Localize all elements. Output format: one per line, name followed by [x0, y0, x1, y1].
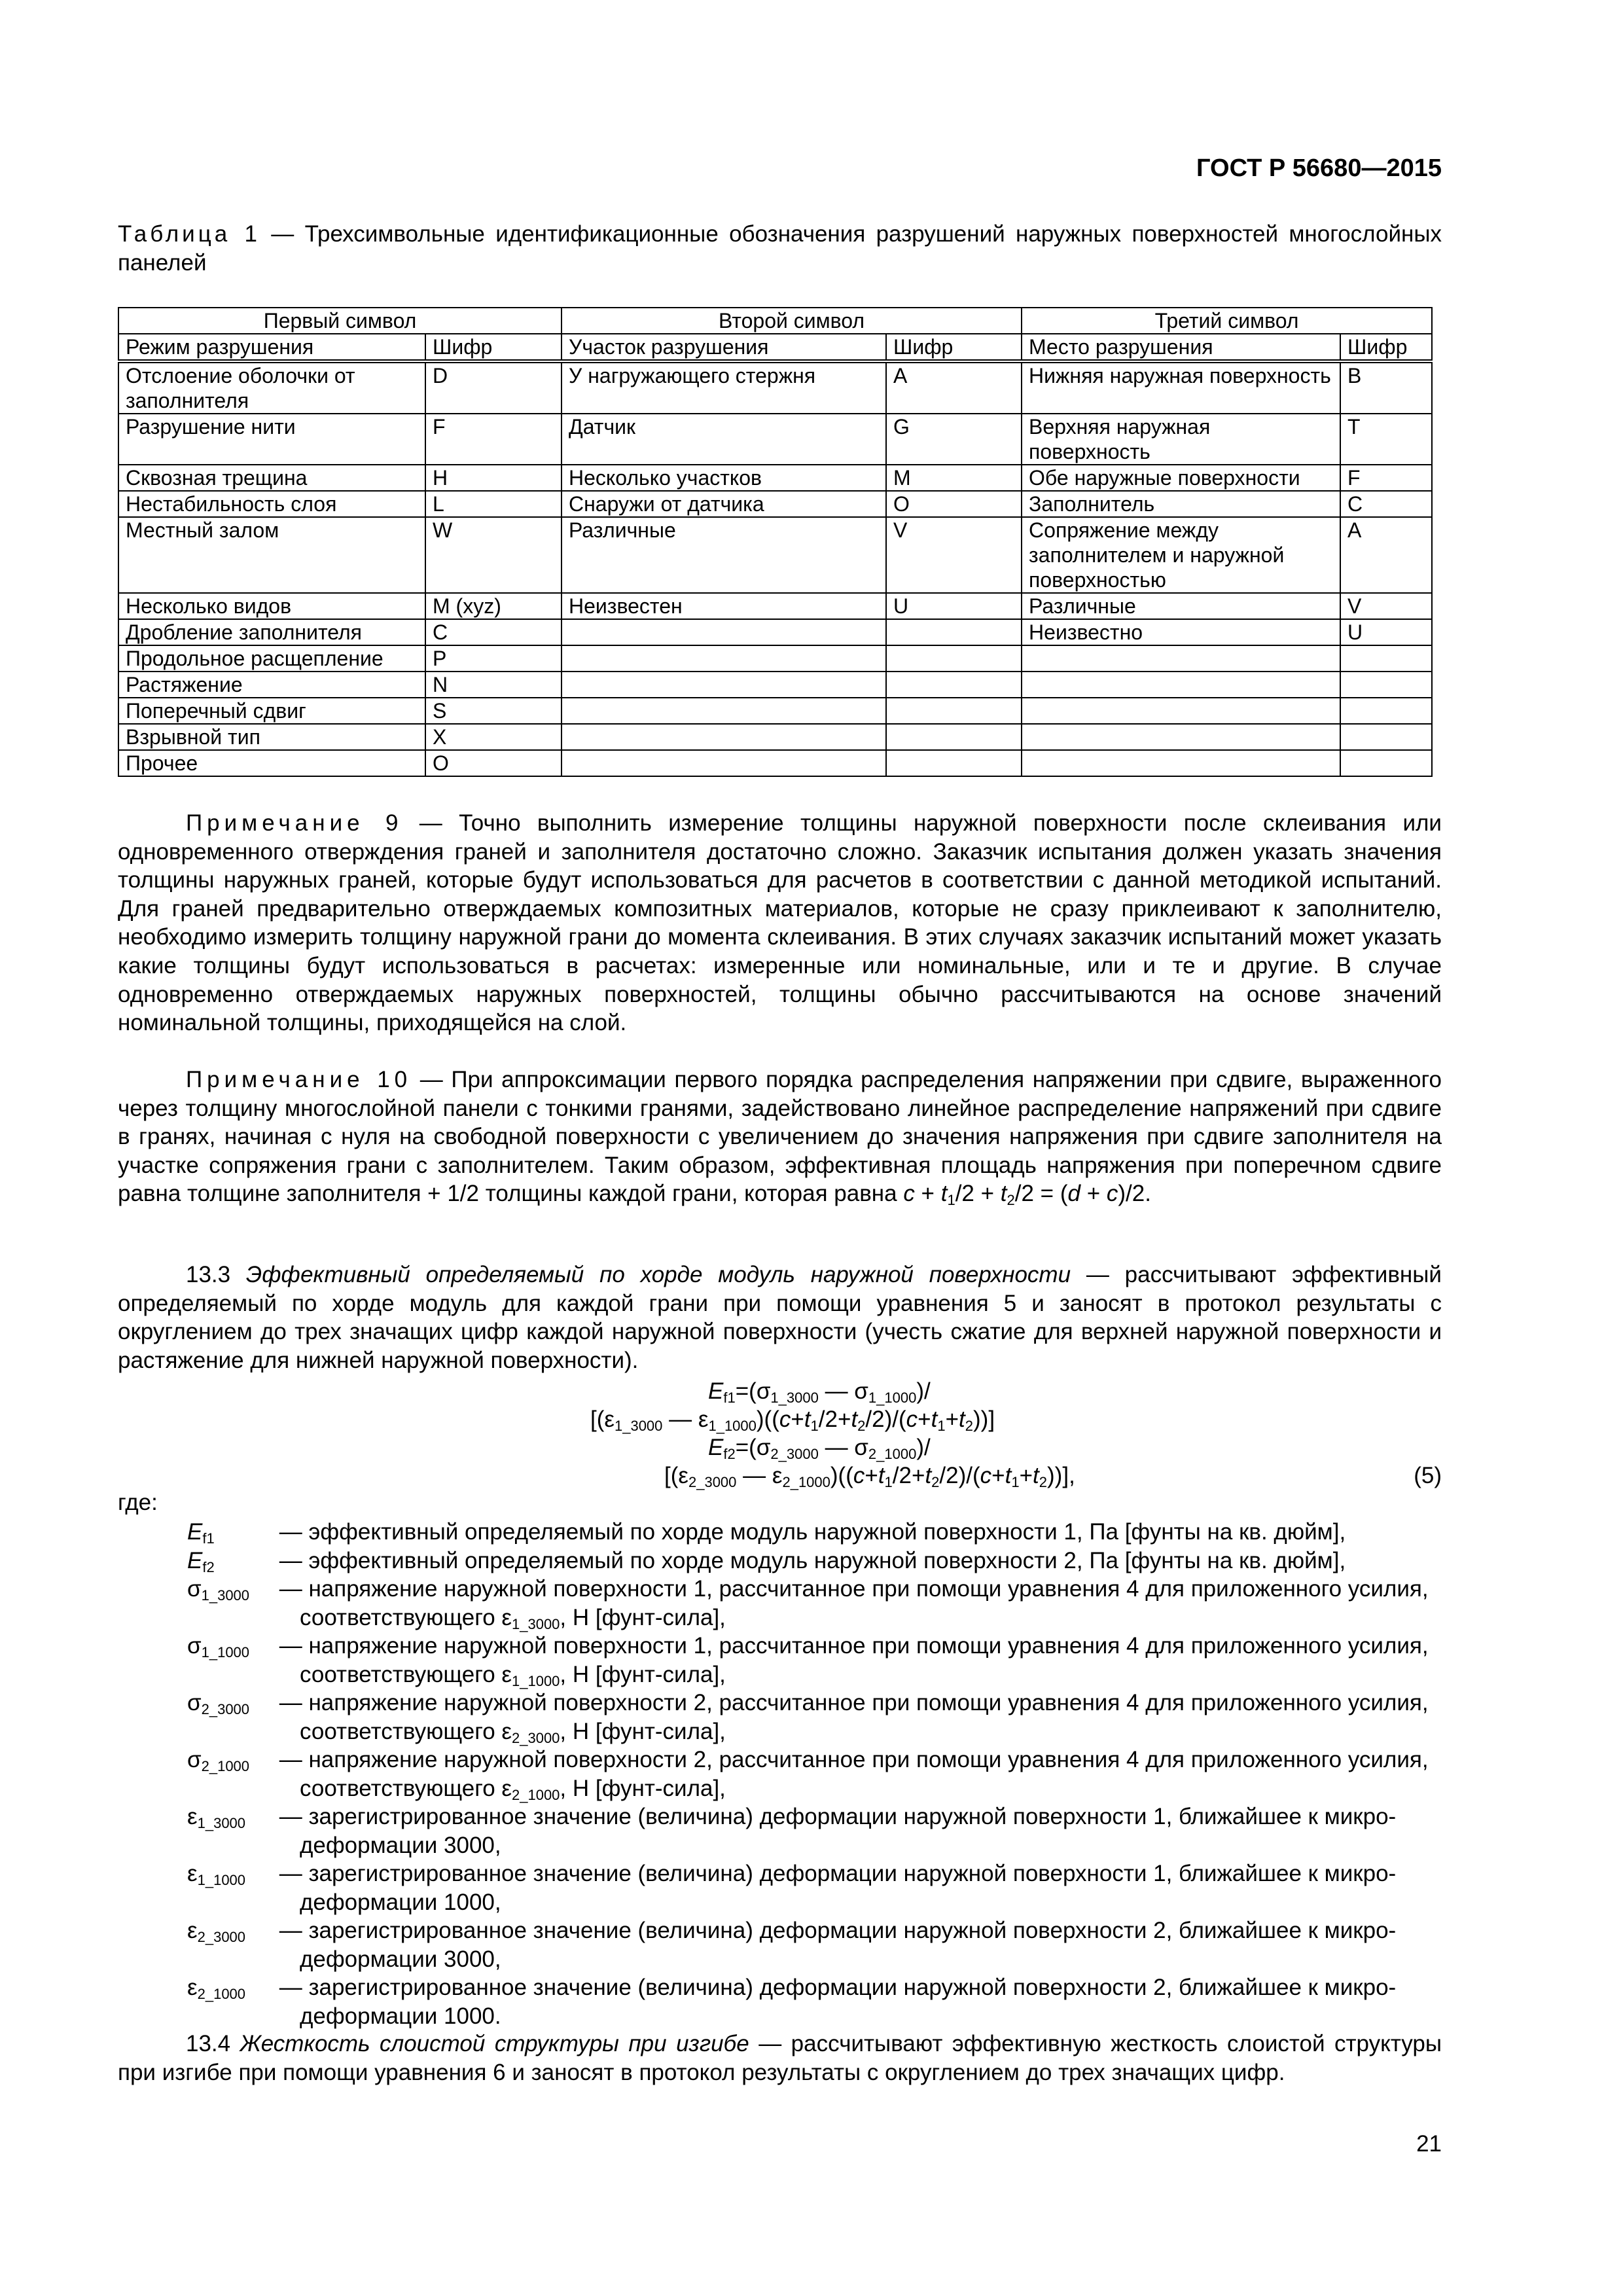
subscript: 2_1000 [868, 1446, 917, 1462]
definition-text [279, 1975, 1396, 2029]
table-row [118, 593, 1432, 619]
subscript: 1_1000 [197, 1872, 246, 1888]
table-row [118, 361, 1432, 414]
table-cell: Сквозная трещина [118, 465, 425, 491]
subscript: 2_3000 [201, 1701, 250, 1717]
text-segment: E [708, 1378, 724, 1404]
text-segment: c [779, 1407, 791, 1432]
subscript: 2_1000 [512, 1786, 560, 1803]
table-row [118, 465, 1432, 491]
subscript: 2 [1039, 1474, 1048, 1490]
text-segment: , Н [фунт-сила], [560, 1718, 726, 1744]
column-header: Участок разрушения [562, 334, 886, 361]
section-13-4 [118, 2030, 1442, 2087]
table-cell: Неизвестно [1022, 619, 1340, 645]
text-segment: — напряжение наружной поверхности 1, рассчитанное при помощи уравнения 4 для приложенного усилия, соответствующего ε [279, 1633, 1429, 1687]
definition-text [279, 1519, 1346, 1545]
text-segment: t [804, 1407, 811, 1432]
table-cell: B [1340, 361, 1432, 414]
text-segment: =(σ [735, 1378, 771, 1404]
subscript: 1_3000 [614, 1418, 663, 1434]
table-cell: A [1340, 517, 1432, 593]
text-segment: — зарегистрированное значение (величина) деформации наружной поверхности 1, ближайшее к микро-деформации 3000, [279, 1804, 1397, 1858]
text-segment: /2+ [818, 1407, 851, 1432]
table-cell [562, 750, 886, 776]
table-cell: Обе наружные поверхности [1022, 465, 1340, 491]
table-cell [562, 698, 886, 724]
definition-symbol [187, 1632, 273, 1660]
table-cell: F [1340, 465, 1432, 491]
text-segment: ε [187, 1975, 198, 2000]
table-cell: Снаружи от датчика [562, 491, 886, 517]
definition-symbol [187, 1746, 273, 1774]
subscript: 1_1000 [512, 1672, 560, 1689]
table-cell [562, 724, 886, 750]
table-row [118, 491, 1432, 517]
table-cell [1022, 672, 1340, 698]
table-cell: S [425, 698, 562, 724]
definition-text [279, 1747, 1429, 1801]
section-title: Эффективный определяемый по хорде модуль наружной поверхности [245, 1262, 1071, 1287]
text-segment: t [925, 1463, 932, 1488]
subscript: 1_1000 [868, 1390, 917, 1406]
table-row [118, 672, 1432, 698]
text-segment: σ [187, 1747, 202, 1772]
section-title: Жесткость слоистой структуры при изгибе [240, 2031, 749, 2056]
subscript: 1_3000 [770, 1390, 819, 1406]
group-header-third: Третий символ [1022, 308, 1432, 334]
subscript: 1 [1011, 1474, 1020, 1490]
subscript: 2_3000 [197, 1929, 246, 1945]
table-row [118, 750, 1432, 776]
table-row [118, 619, 1432, 645]
text-segment: — σ [818, 1435, 868, 1460]
text-segment: t [1033, 1463, 1039, 1488]
text-segment: — При аппроксимации первого порядка распределения напряжении при сдвиге, выраженного через толщину многослойной панели с тонкими гранями, задействовано линейное распределение напряжений при сдвиге в гранях, начиная с нуля на свободной поверхности с увеличением до значения напряжения при сдвиге заполнителя на участке сопряжения грани с заполнителем. Таким образом, эффективная площадь напряжения при поперечном сдвиге равна толщине заполнителя + 1/2 толщины каждой грани, которая равна [118, 1067, 1442, 1207]
table-cell: Несколько участков [562, 465, 886, 491]
definition-item [187, 1746, 1450, 1803]
definition-symbol [187, 1547, 273, 1575]
group-header-second: Второй символ [562, 308, 1022, 334]
section-number: 13.4 [186, 2031, 240, 2056]
definition-symbol [187, 1518, 273, 1547]
table-cell [1022, 698, 1340, 724]
table-cell: T [1340, 414, 1432, 465]
note-9 [118, 809, 1442, 1037]
definition-symbol [187, 1916, 273, 1945]
text-segment: )/ [916, 1378, 931, 1404]
subscript: f2 [202, 1558, 215, 1575]
subscript: 2 [1007, 1192, 1015, 1209]
subscript: 2_1000 [782, 1474, 830, 1490]
table-cell: Растяжение [118, 672, 425, 698]
text-segment: )(( [830, 1463, 853, 1488]
subscript: 2_3000 [512, 1729, 560, 1746]
formula-line [708, 1433, 931, 1462]
subscript: 1 [810, 1418, 819, 1434]
text-segment: =(σ [735, 1435, 771, 1460]
definition-item [187, 1575, 1450, 1632]
subscript: 2 [931, 1474, 940, 1490]
text-segment: σ [187, 1633, 202, 1659]
table-cell: C [425, 619, 562, 645]
definition-text [279, 1690, 1429, 1744]
text-segment: /2 + [955, 1181, 1001, 1207]
text-segment: t [931, 1407, 938, 1432]
section-13-3 [118, 1261, 1442, 1374]
table-cell: V [886, 517, 1022, 593]
text-segment: t [959, 1407, 965, 1432]
text-segment: t [940, 1181, 948, 1207]
table-cell [886, 645, 1022, 672]
text-segment: — эффективный определяемый по хорде модуль наружной поверхности 2, Па [фунты на кв. дюйм], [279, 1547, 1346, 1573]
definition-item [187, 1803, 1450, 1859]
section-text: — рассчитывают эффективную жесткость слоистой структуры при изгибе при помощи уравнения 6 и заносят в протокол результаты с округлением до трех значащих цифр. [118, 2031, 1442, 2085]
text-segment: E [708, 1435, 724, 1460]
table-column-header-row [118, 334, 1432, 361]
section-number: 13.3 [186, 1262, 246, 1287]
table-cell: Дробление заполнителя [118, 619, 425, 645]
column-header: Шифр [886, 334, 1022, 361]
failure-codes-table [118, 307, 1433, 777]
definition-item [187, 1973, 1450, 2030]
table-cell: D [425, 361, 562, 414]
definition-item [187, 1916, 1450, 1973]
page-number: 21 [1416, 2131, 1442, 2157]
formula-line [590, 1405, 995, 1433]
definition-item [187, 1547, 1450, 1575]
table-cell: Взрывной тип [118, 724, 425, 750]
section-text: — рассчитывают эффективный определяемый по хорде модуль для каждой грани при помощи уравнения 5 и заносят в протокол результаты с округлением до трех значащих цифр каждой наружной поверхности (учесть сжатие для верхней наружной поверхности и растяжение для нижней наружной поверхности). [118, 1262, 1442, 1373]
text-segment: , Н [фунт-сила], [560, 1775, 726, 1801]
table-cell: Несколько видов [118, 593, 425, 619]
table-cell [886, 724, 1022, 750]
text-segment: t [1005, 1463, 1012, 1488]
text-segment: /2)/( [865, 1407, 906, 1432]
subscript: 1_3000 [197, 1815, 246, 1831]
text-segment: + [1080, 1181, 1107, 1207]
text-segment: E [187, 1519, 203, 1545]
subscript: 1 [947, 1192, 955, 1209]
text-segment: c [1106, 1181, 1118, 1207]
where-label: где: [118, 1490, 158, 1515]
text-segment: + [865, 1463, 878, 1488]
definition-symbol [187, 1689, 273, 1717]
table-cell: O [425, 750, 562, 776]
table-cell [886, 619, 1022, 645]
table-cell: M (xyz) [425, 593, 562, 619]
text-segment: + [914, 1181, 941, 1207]
text-segment: — напряжение наружной поверхности 2, рассчитанное при помощи уравнения 4 для приложенного усилия, соответствующего ε [279, 1690, 1429, 1744]
equation-number: (5) [1414, 1463, 1442, 1488]
table-cell [1340, 724, 1432, 750]
text-segment: + [791, 1407, 804, 1432]
subscript: 1 [884, 1474, 893, 1490]
table-cell [886, 698, 1022, 724]
text-segment: — зарегистрированное значение (величина) деформации наружной поверхности 2, ближайшее к микро-деформации 3000, [279, 1918, 1397, 1972]
table-cell [1340, 698, 1432, 724]
subscript: 1_1000 [201, 1644, 250, 1660]
subscript: 1_3000 [201, 1587, 250, 1604]
table-cell [562, 645, 886, 672]
definition-text [279, 1804, 1396, 1858]
text-segment: — напряжение наружной поверхности 2, рассчитанное при помощи уравнения 4 для приложенного усилия, соответствующего ε [279, 1747, 1429, 1801]
table-cell [886, 750, 1022, 776]
table-cell: X [425, 724, 562, 750]
table-cell: V [1340, 593, 1432, 619]
table-cell: Местный залом [118, 517, 425, 593]
text-segment: — σ [818, 1378, 868, 1404]
table-cell [886, 672, 1022, 698]
note-9-label: Примечание 9 [186, 810, 403, 836]
text-segment: d [1067, 1181, 1080, 1207]
table-row [118, 724, 1432, 750]
table-cell: Верхняя наружная поверхность [1022, 414, 1340, 465]
definition-text [279, 1576, 1429, 1630]
text-segment: — эффективный определяемый по хорде модуль наружной поверхности 1, Па [фунты на кв. дюйм], [279, 1519, 1346, 1545]
subscript: 2 [857, 1418, 866, 1434]
table-caption-label: Таблица 1 [118, 221, 260, 247]
subscript: f1 [202, 1530, 215, 1547]
definition-item [187, 1689, 1450, 1746]
table-cell: Различные [1022, 593, 1340, 619]
subscript: f1 [723, 1390, 736, 1406]
document-id-header: ГОСТ Р 56680—2015 [1196, 154, 1442, 182]
table-cell: Прочее [118, 750, 425, 776]
text-segment: c [906, 1407, 918, 1432]
text-segment: σ [187, 1690, 202, 1715]
table-cell: Отслоение оболочки от заполнителя [118, 361, 425, 414]
text-segment: c [980, 1463, 992, 1488]
subscript: f2 [723, 1446, 736, 1462]
note-9-text: — Точно выполнить измерение толщины наружной поверхности после склеивания или одновременного отверждения граней и заполнителя достаточно сложно. Заказчик испытания должен указать значения толщины наружных граней, которые будут использоваться для расчетов в соответствии с данной методикой испытаний. Для граней предварительно отверждаемых композитных материалов, которые не сразу приклеивают к заполнителю, необходимо измерить толщину наружной грани до момента склеивания. В этих случаях заказчик испытаний может указать какие толщины будут использоваться в расчетах: измеренные или номинальные, или и те и другие. В случае одновременно отверждаемых наружных поверхностей, толщины обычно рассчитываются на основе значений номинальной толщины, приходящейся на слой. [118, 810, 1442, 1036]
text-segment: ))], [1047, 1463, 1075, 1488]
definition-text [279, 1633, 1429, 1687]
table-cell [1022, 645, 1340, 672]
table-cell: Датчик [562, 414, 886, 465]
table-cell [1022, 750, 1340, 776]
table-cell [562, 672, 886, 698]
text-segment: ))] [973, 1407, 995, 1432]
text-segment: ε [187, 1861, 198, 1886]
formula-line [708, 1377, 931, 1405]
column-header: Шифр [425, 334, 562, 361]
text-segment: c [853, 1463, 865, 1488]
table-cell: Продольное расщепление [118, 645, 425, 672]
text-segment: — ε [736, 1463, 783, 1488]
table-cell: G [886, 414, 1022, 465]
table-group-header-row [118, 308, 1432, 334]
text-segment: + [945, 1407, 959, 1432]
table-cell: A [886, 361, 1022, 414]
text-segment: , Н [фунт-сила], [560, 1604, 726, 1630]
definitions-list [187, 1518, 1450, 2030]
table-caption [118, 220, 1442, 278]
text-segment: )/ [916, 1435, 931, 1460]
text-segment: t [851, 1407, 858, 1432]
text-segment: ε [187, 1804, 198, 1829]
text-segment: E [187, 1547, 203, 1573]
table-cell: O [886, 491, 1022, 517]
text-segment: σ [187, 1576, 202, 1602]
text-segment: — зарегистрированное значение (величина) деформации наружной поверхности 1, ближайшее к микро-деформации 1000, [279, 1861, 1397, 1915]
table-cell: Нижняя наружная поверхность [1022, 361, 1340, 414]
subscript: 2 [965, 1418, 974, 1434]
text-segment: + [991, 1463, 1005, 1488]
text-segment: [(ε [664, 1463, 688, 1488]
table-cell: Заполнитель [1022, 491, 1340, 517]
text-segment: + [918, 1407, 931, 1432]
table-cell [1340, 672, 1432, 698]
table-cell: Нестабильность слоя [118, 491, 425, 517]
table-cell: Поперечный сдвиг [118, 698, 425, 724]
table-cell: H [425, 465, 562, 491]
table-cell: Неизвестен [562, 593, 886, 619]
table-row [118, 698, 1432, 724]
table-cell [562, 619, 886, 645]
subscript: 1_3000 [512, 1615, 560, 1632]
note-10 [118, 1066, 1442, 1208]
table-row [118, 414, 1432, 465]
column-header: Место разрушения [1022, 334, 1340, 361]
table-cell: F [425, 414, 562, 465]
text-segment: /2)/( [939, 1463, 980, 1488]
table-cell: M [886, 465, 1022, 491]
table-cell [1340, 645, 1432, 672]
table-cell: C [1340, 491, 1432, 517]
definition-item [187, 1859, 1450, 1916]
subscript: 2_3000 [770, 1446, 819, 1462]
table-cell: Разрушение нити [118, 414, 425, 465]
definition-item [187, 1518, 1450, 1547]
text-segment: — напряжение наружной поверхности 1, рассчитанное при помощи уравнения 4 для приложенного усилия, соответствующего ε [279, 1576, 1429, 1630]
table-cell: W [425, 517, 562, 593]
group-header-first: Первый символ [118, 308, 562, 334]
text-segment: )/2. [1118, 1181, 1151, 1207]
subscript: 2_3000 [688, 1474, 737, 1490]
definition-symbol [187, 1575, 273, 1604]
text-segment: )(( [756, 1407, 779, 1432]
table-cell: Сопряжение между заполнителем и наружной поверхностью [1022, 517, 1340, 593]
text-segment: ε [187, 1918, 198, 1943]
definition-text [279, 1548, 1346, 1573]
table-cell [1022, 724, 1340, 750]
table-cell: Различные [562, 517, 886, 593]
text-segment: c [903, 1181, 915, 1207]
text-segment: /2 = ( [1014, 1181, 1068, 1207]
text-segment: — ε [662, 1407, 709, 1432]
subscript: 1_1000 [708, 1418, 757, 1434]
table-cell: U [1340, 619, 1432, 645]
definition-symbol [187, 1973, 273, 2002]
table-cell: N [425, 672, 562, 698]
definition-symbol [187, 1859, 273, 1888]
definition-symbol [187, 1803, 273, 1831]
table-cell: P [425, 645, 562, 672]
text-segment: + [1019, 1463, 1033, 1488]
subscript: 2_1000 [197, 1986, 246, 2002]
subscript: 2_1000 [201, 1758, 250, 1774]
text-segment: [(ε [590, 1407, 615, 1432]
definition-text [279, 1918, 1396, 1972]
text-segment: t [878, 1463, 885, 1488]
note-10-label: Примечание 10 [186, 1067, 412, 1092]
formula-line [664, 1462, 1075, 1490]
table-row [118, 645, 1432, 672]
subscript: 1 [937, 1418, 946, 1434]
text-segment: , Н [фунт-сила], [560, 1661, 726, 1687]
table-cell [1340, 750, 1432, 776]
definition-text [279, 1861, 1396, 1915]
text-segment: t [1000, 1181, 1007, 1207]
table-cell: У нагружающего стержня [562, 361, 886, 414]
table-cell: L [425, 491, 562, 517]
text-segment: /2+ [892, 1463, 925, 1488]
table-cell: U [886, 593, 1022, 619]
definition-item [187, 1632, 1450, 1689]
table-caption-text: — Трехсимвольные идентификационные обозначения разрушений наружных поверхностей многослойных панелей [118, 221, 1442, 276]
text-segment: — зарегистрированное значение (величина) деформации наружной поверхности 2, ближайшее к микро-деформации 1000. [279, 1975, 1397, 2029]
column-header: Режим разрушения [118, 334, 425, 361]
table-row [118, 517, 1432, 593]
column-header: Шифр [1340, 334, 1432, 361]
